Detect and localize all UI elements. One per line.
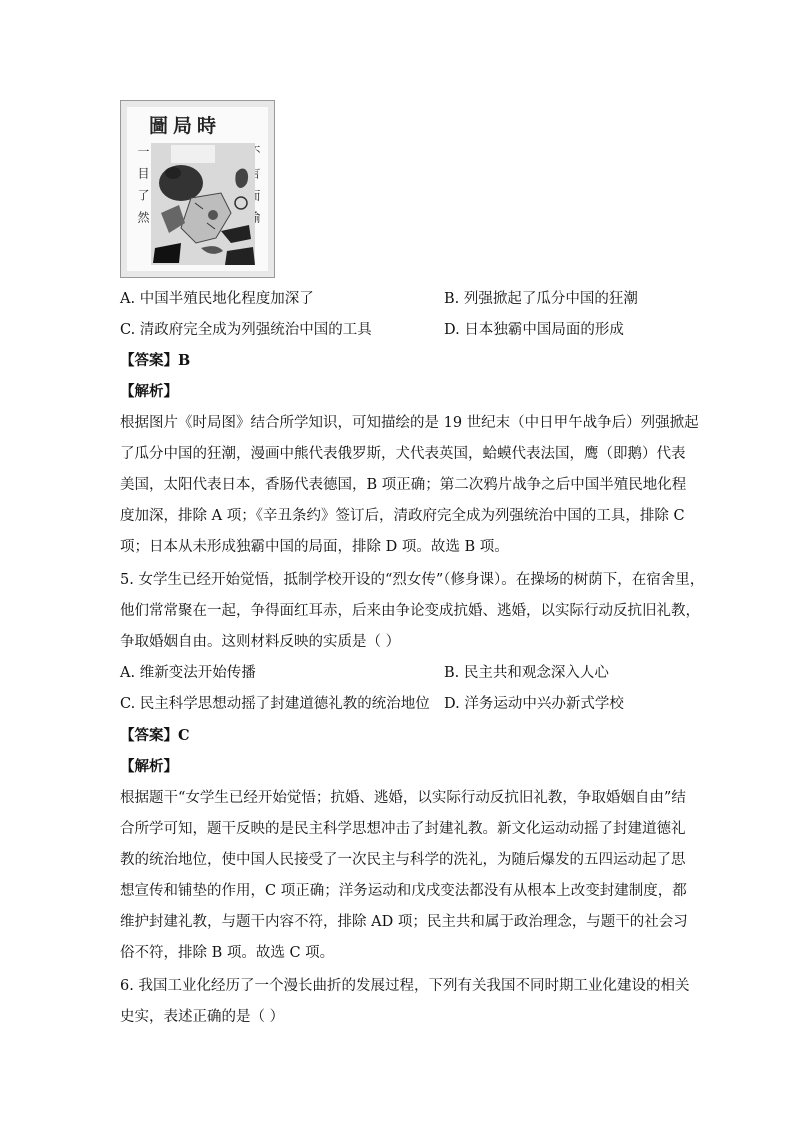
q4-analysis-line: 美国，太阳代表日本，香肠代表德国，B 项正确；第二次鸦片战争之后中国半殖民地化程: [120, 477, 687, 493]
q5-analysis-line: 合所学可知，题干反映的是民主科学思想冲击了封建礼教。新文化运动动摇了封建道德礼: [120, 821, 686, 837]
q5-stem-line: 5. 女学生已经开始觉悟，抵制学校开设的“烈女传”（修身课）。在操场的树荫下，在宿舍里，: [120, 572, 705, 588]
cartoon-left-caption: 一目了然: [136, 145, 150, 233]
q4-option-c: C. 清政府完全成为列强统治中国的工具: [120, 322, 372, 338]
q5-option-b: B. 民主共和观念深入人心: [444, 665, 609, 681]
q5-option-c: C. 民主科学思想动摇了封建道德礼教的统治地位: [120, 696, 430, 712]
shiju-cartoon-image: [120, 100, 275, 278]
q4-analysis-label: 【解析】: [120, 383, 178, 400]
q4-option-b: B. 列强掀起了瓜分中国的狂潮: [444, 291, 638, 307]
q4-answer: 【答案】B: [120, 352, 191, 369]
q5-analysis-line: 教的统治地位，使中国人民接受了一次民主与科学的洗礼，为随后爆发的五四运动起了思: [120, 852, 686, 868]
q4-analysis-line: 根据图片《时局图》结合所学知识，可知描绘的是 19 世纪末（中日甲午战争后）列强掀起: [120, 415, 699, 431]
q5-analysis-line: 俗不符，排除 B 项。故选 C 项。: [120, 945, 335, 961]
q4-option-d: D. 日本独霸中国局面的形成: [444, 322, 624, 338]
q4-analysis-line: 了瓜分中国的狂潮，漫画中熊代表俄罗斯，犬代表英国，蛤蟆代表法国，鹰（即鹅）代表: [120, 446, 686, 462]
q5-option-a: A. 维新变法开始传播: [120, 665, 256, 681]
q5-analysis-line: 根据题干“女学生已经开始觉悟；抗婚、逃婚，以实际行动反抗旧礼教，争取婚姻自由”结: [120, 790, 686, 806]
q5-option-d: D. 洋务运动中兴办新式学校: [444, 696, 624, 712]
q6-stem-line: 史实，表述正确的是（ ）: [120, 1009, 285, 1025]
q5-stem-line: 他们常常聚在一起，争得面红耳赤，后来由争论变成抗婚、逃婚，以实际行动反抗旧礼教，: [120, 603, 700, 619]
q4-analysis-line: 项；日本从未形成独霸中国的局面，排除 D 项。故选 B 项。: [120, 539, 509, 555]
cartoon-frame: [127, 107, 268, 271]
q5-stem-line: 争取婚姻自由。这则材料反映的实质是（ ）: [120, 634, 401, 650]
q5-analysis-line: 维护封建礼教，与题干内容不符，排除 AD 项；民主共和属于政治理念，与题干的社会习: [120, 914, 688, 930]
q5-answer: 【答案】C: [120, 727, 190, 744]
q4-analysis-line: 度加深，排除 A 项；《辛丑条约》签订后，清政府完全成为列强统治中国的工具，排除 C: [120, 508, 685, 524]
q6-stem-line: 6. 我国工业化经历了一个漫长曲折的发展过程，下列有关我国不同时期工业化建设的相关: [120, 978, 690, 994]
q5-analysis-line: 想宣传和铺垫的作用，C 项正确；洋务运动和戊戌变法都没有从根本上改变封建制度，都: [120, 883, 687, 899]
cartoon-map-illustration: [151, 143, 255, 265]
q5-analysis-label: 【解析】: [120, 758, 178, 775]
cartoon-title: 圖局時: [149, 115, 222, 137]
q4-option-a: A. 中国半殖民地化程度加深了: [120, 291, 314, 307]
